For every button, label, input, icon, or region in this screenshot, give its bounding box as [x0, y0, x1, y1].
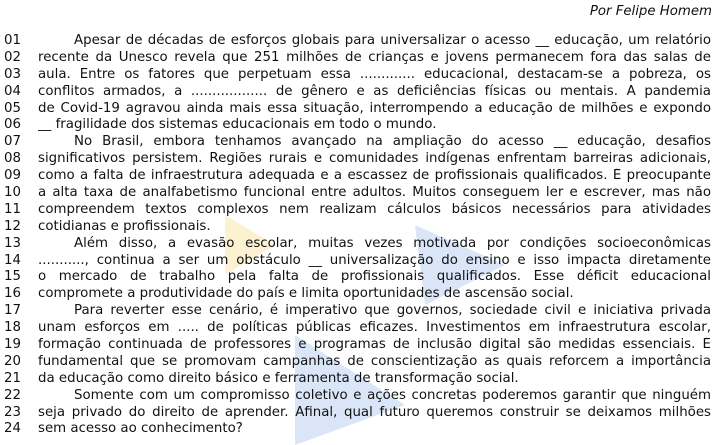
line-text: aula. Entre os fatores que perpetuam essa ............. educacional, destacam-se a pobreza, os: [38, 66, 711, 82]
text-line: [0, 236, 720, 253]
line-text: recente da Unesco revela que 251 milhões de crianças e jovens permanecem fora das salas de: [38, 49, 711, 65]
line-number: 12: [4, 218, 21, 234]
line-number: 20: [4, 353, 21, 369]
text-line: [0, 50, 720, 67]
line-number: 01: [4, 33, 21, 48]
line-number: 16: [4, 286, 21, 302]
line-text: significativos persistem. Regiões rurais e comunidades indígenas enfrentam barreiras adicionais,: [38, 151, 711, 167]
numbered-text-body: [0, 33, 720, 438]
text-line: [0, 269, 720, 286]
line-number: 11: [4, 201, 21, 217]
line-number: 14: [4, 252, 21, 268]
line-text: da educação como direito básico e ferramenta de transformação social.: [38, 370, 519, 386]
line-number: 03: [4, 66, 21, 82]
text-line: [0, 371, 720, 388]
text-line: [0, 84, 720, 101]
text-line: [0, 134, 720, 151]
line-number: 22: [4, 387, 21, 403]
text-line: [0, 33, 720, 50]
text-line: [0, 67, 720, 84]
line-number: 02: [4, 49, 21, 65]
text-line: [0, 168, 720, 185]
line-number: 08: [4, 151, 21, 167]
line-text: Além disso, a evasão escolar, muitas vezes motivada por condições socioeconômicas: [74, 235, 711, 251]
line-number: 05: [4, 100, 21, 116]
text-line: [0, 253, 720, 270]
line-number: 19: [4, 337, 21, 353]
line-number: 17: [4, 303, 21, 319]
line-text: ..........., continua a ser um obstáculo __ universalização do ensino e isso impacta diretamente: [38, 252, 711, 268]
line-text: Apesar de décadas de esforços globais para universalizar o acesso __ educação, um relatório: [74, 33, 711, 48]
text-line: [0, 219, 720, 236]
line-number: 23: [4, 404, 21, 420]
line-number: 24: [4, 421, 21, 437]
text-line: [0, 388, 720, 405]
line-text: Somente com um compromisso coletivo e ações concretas poderemos garantir que ninguém: [74, 387, 711, 403]
line-text: a alta taxa de analfabetismo funcional entre adultos. Muitos conseguem ler e escrever, mas não: [38, 185, 711, 201]
text-line: [0, 286, 720, 303]
text-line: [0, 185, 720, 202]
line-number: 06: [4, 117, 21, 133]
text-line: [0, 202, 720, 219]
line-number: 09: [4, 168, 21, 184]
text-line: [0, 151, 720, 168]
author-credit: Por Felipe Homem: [589, 4, 712, 19]
line-text: seja privado do direito de aprender. Afinal, qual futuro queremos construir se deixamos milhões: [38, 404, 711, 420]
line-text: fundamental que se promovam campanhas de conscientização as quais reforcem a importância: [38, 353, 711, 369]
text-line: [0, 421, 720, 438]
line-number: 04: [4, 83, 21, 99]
line-number: 13: [4, 235, 21, 251]
line-text: cotidianas e profissionais.: [38, 218, 211, 234]
line-text: de Covid-19 agravou ainda mais essa situação, interrompendo a educação de milhões e expondo: [38, 100, 711, 116]
line-text: No Brasil, embora tenhamos avançado na ampliação do acesso __ educação, desafios: [74, 134, 711, 150]
text-line: [0, 354, 720, 371]
line-text: compromete a produtividade do país e limita oportunidades de ascensão social.: [38, 286, 574, 302]
line-text: __ fragilidade dos sistemas educacionais em todo o mundo.: [38, 117, 437, 133]
line-text: como a falta de infraestrutura adequada e a escassez de profissionais qualificados. É preocupante: [38, 168, 711, 184]
text-line: [0, 405, 720, 422]
line-text: Para reverter esse cenário, é imperativo que governos, sociedade civil e iniciativa privada: [74, 303, 711, 319]
text-line: [0, 101, 720, 118]
line-text: unam esforços em ..... de políticas públicas eficazes. Investimentos em infraestrutura escolar,: [38, 320, 711, 336]
line-number: 18: [4, 320, 21, 336]
text-line: [0, 320, 720, 337]
line-text: conflitos armados, a .................. de gênero e as deficiências físicas ou mentais. A pandemia: [38, 83, 711, 99]
text-line: [0, 337, 720, 354]
line-number: 21: [4, 370, 21, 386]
text-line: [0, 117, 720, 134]
line-text: formação continuada de professores e programas de inclusão digital são medidas essenciais. É: [38, 337, 711, 353]
line-text: o mercado de trabalho pela falta de profissionais qualificados. Esse déficit educacional: [38, 269, 711, 285]
line-number: 07: [4, 134, 21, 150]
line-text: compreendem textos complexos nem realizam cálculos básicos necessários para atividades: [38, 201, 711, 217]
line-text: sem acesso ao conhecimento?: [38, 421, 243, 437]
text-line: [0, 303, 720, 320]
line-number: 15: [4, 269, 21, 285]
line-number: 10: [4, 185, 21, 201]
